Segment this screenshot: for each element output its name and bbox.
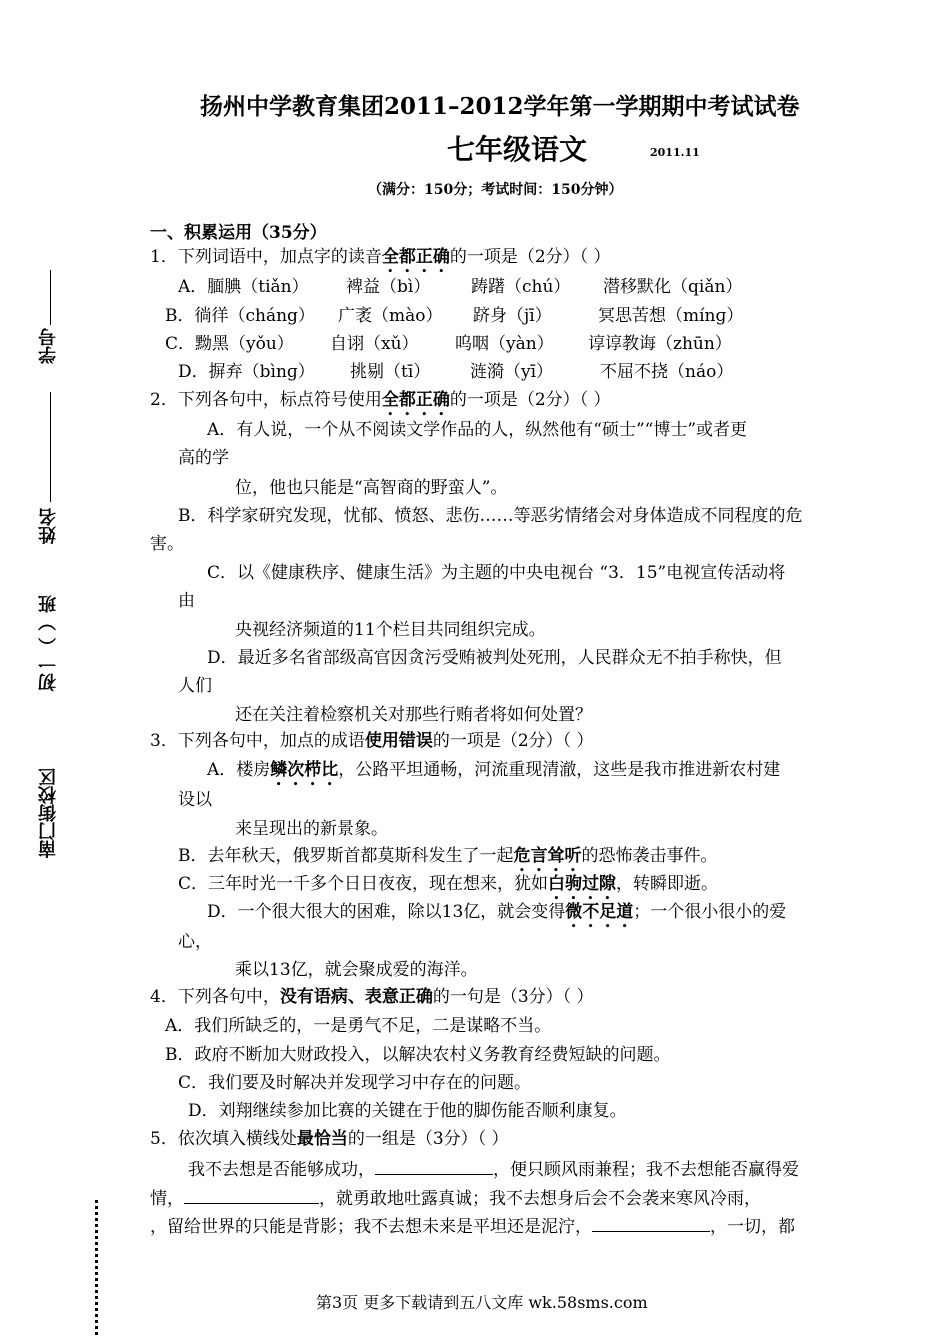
q3-option-a-cont2: 来呈现出的新景象。 [235, 819, 388, 839]
exam-subject: 七年级语文 [447, 133, 588, 166]
q5-stem: 5．依次填入横线处最恰当的一组是（3分）（ ） [150, 1129, 509, 1149]
q1-option-c: C．黝黑（yǒu） 自诩（xǔ） 呜咽（yàn） 谆谆教诲（zhūn） [165, 334, 732, 354]
q2-option-d-cont: 人们 [178, 676, 212, 696]
q5-blank-3[interactable] [592, 1215, 710, 1232]
q2-stem: 2．下列各句中，标点符号使用全都正确的一项是（2分）（ ） [150, 390, 611, 410]
q2-option-a-cont: 高的学 [178, 448, 229, 468]
q2-option-a-cont2: 位，他也只能是“高智商的野蛮人”。 [235, 478, 508, 498]
binding-dotted-line [95, 1200, 98, 1335]
q1-stem: 1．下列词语中，加点字的读音全都正确的一项是（2分）（ ） [150, 247, 611, 267]
sidebar-campus: 南门街校区 [38, 768, 59, 858]
q3-option-d-cont2: 乘以13亿，就会聚成爱的海洋。 [235, 960, 478, 980]
section-heading: 一、积累运用（35分） [150, 223, 327, 243]
q2-option-a: A．有人说，一个从不阅读文学作品的人，纵然他有“硕士”“博士”或者更 [207, 420, 748, 440]
q4-option-c: C．我们要及时解决并发现学习中存在的问题。 [178, 1073, 532, 1093]
q2-option-b: B．科学家研究发现，忧郁、愤怒、悲伤……等恶劣情绪会对身体造成不同程度的危 [178, 506, 803, 526]
q4-option-d: D．刘翔继续参加比赛的关键在于他的脚伤能否顺利康复。 [188, 1101, 627, 1121]
q2-option-b-cont: 害。 [150, 534, 184, 554]
page-footer: 第3页 更多下载请到五八文库 wk.58sms.com [316, 1293, 648, 1312]
q5-passage-line2: 情， ，就勇敢地吐露真诚；我不去想身后会不会袭来寒风冷雨， [150, 1189, 761, 1209]
q3-option-d: D．一个很大很大的困难，除以13亿，就会变得微不足道；一个很小很小的爱 [207, 902, 787, 922]
sidebar-student-no: 学号 [38, 328, 59, 364]
q3-option-d-cont: 心， [178, 932, 212, 952]
q5-passage-line3: ，留给世界的只能是背影；我不去想未来是平坦还是泥泞， ，一切，都 [150, 1217, 795, 1237]
q2-option-d-cont2: 还在关注着检察机关对那些行贿者将如何处置？ [235, 705, 592, 725]
q3-option-b: B．去年秋天，俄罗斯首都莫斯科发生了一起危言耸听的恐怖袭击事件。 [178, 846, 718, 866]
exam-title: 扬州中学教育集团2011–2012学年第一学期期中考试试卷 [200, 93, 800, 120]
sidebar-class: 初一（ ）班 [38, 595, 59, 692]
q5-passage-line1: 我不去想是否能够成功， ，便只顾风雨兼程；我不去想能否赢得爱 [188, 1160, 799, 1180]
q4-option-a: A．我们所缺乏的，一是勇气不足，二是谋略不当。 [165, 1016, 552, 1036]
q4-stem: 4．下列各句中，没有语病、表意正确的一句是（3分）（ ） [150, 987, 594, 1007]
q1-option-a: A．腼腆（tiǎn） 裨益（bì） 踌躇（chú） 潜移默化（qiǎn） [178, 277, 743, 297]
student-no-line [50, 270, 51, 325]
sidebar-name: 姓名 [38, 508, 59, 544]
q3-option-a-cont: 设以 [178, 790, 212, 810]
q2-option-c: C．以《健康秩序、健康生活》为主题的中央电视台 “3．15”电视宣传活动将 [207, 563, 786, 583]
q5-blank-1[interactable] [375, 1158, 493, 1175]
q2-option-c-cont: 由 [178, 591, 195, 611]
q1-option-b: B．徜徉（cháng） 广袤（mào） 跻身（jī） 冥思苦想（mínɡ） [165, 306, 744, 326]
q1-option-d: D．摒弃（bìnɡ） 挑剔（tī） 涟漪（yī） 不屈不挠（náo） [178, 362, 734, 382]
score-info: （满分：150分；考试时间：150分钟） [368, 182, 623, 198]
q2-option-d: D．最近多名省部级高官因贪污受贿被判处死刑，人民群众无不拍手称快，但 [207, 648, 782, 668]
q2-option-c-cont2: 央视经济频道的11个栏目共同组织完成。 [235, 620, 546, 640]
q5-blank-2[interactable] [184, 1187, 319, 1204]
q3-option-a: A．楼房鳞次栉比，公路平坦通畅，河流重现清澈，这些是我市推进新农村建 [207, 760, 781, 780]
q4-option-b: B．政府不断加大财政投入，以解决农村义务教育经费短缺的问题。 [165, 1045, 671, 1065]
q3-stem: 3．下列各句中，加点的成语使用错误的一项是（2分）（ ） [150, 731, 594, 751]
q3-option-c: C．三年时光一千多个日日夜夜，现在想来，犹如白驹过隙，转瞬即逝。 [178, 874, 719, 894]
exam-date: 2011.11 [650, 146, 700, 159]
name-line [50, 392, 51, 502]
